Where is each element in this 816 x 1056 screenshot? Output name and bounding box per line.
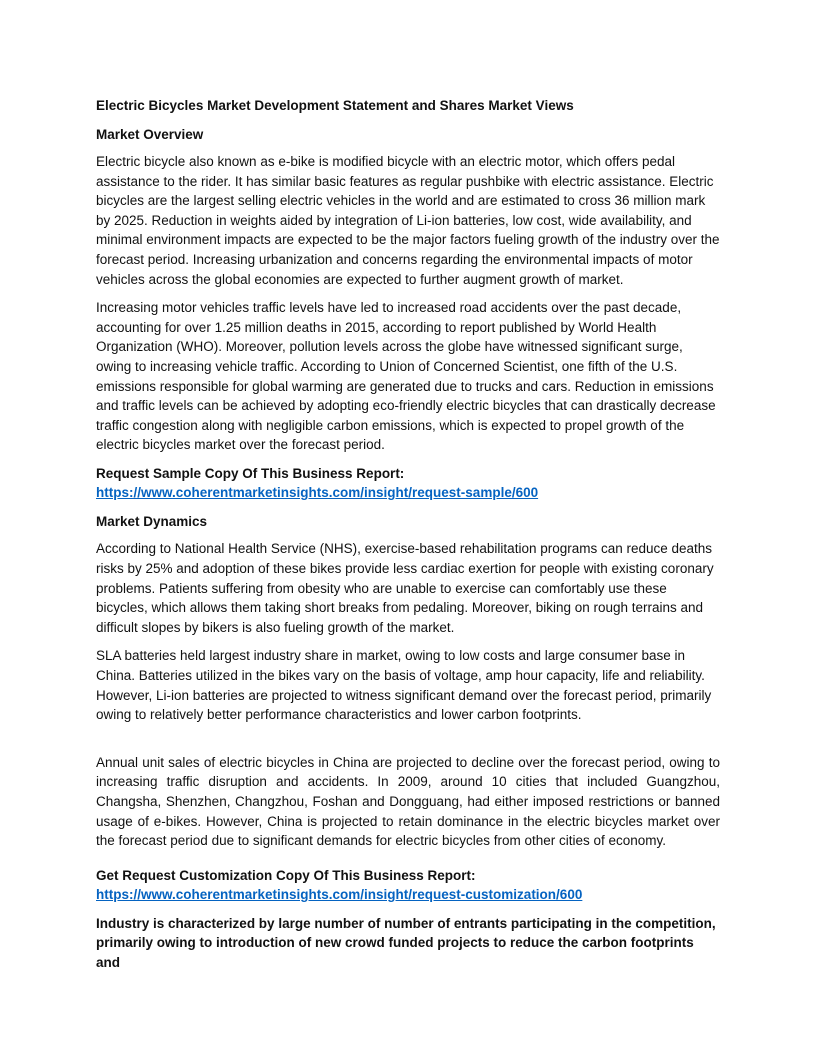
industry-paragraph: Industry is characterized by large number of number of entrants participating in the competition, primarily owing to introduction of new crowd funded projects to reduce the carbon footprints and <box>96 915 716 970</box>
market-overview-heading: Market Overview <box>96 126 204 142</box>
sample-request-label: Request Sample Copy Of This Business Report: <box>96 465 405 481</box>
blank-line <box>96 734 720 753</box>
sample-request-block <box>96 464 720 503</box>
document-title: Electric Bicycles Market Development Statement and Shares Market Views <box>96 98 574 113</box>
document-page <box>96 96 720 973</box>
customization-request-block <box>96 866 720 905</box>
dynamics-paragraph-3: Annual unit sales of electric bicycles in China are projected to decline over the forecast period, owing to increasing traffic disruption and accidents. In 2009, around 10 cities that included Guangzhou, Changsha, Shenzhen, Changzhou, Foshan and Dongguang, had either imposed restrictions or banned usage of e-bikes. However, China is projected to retain dominance in the electric bicycles market over the forecast period due to significant demands for electric bicycles from other cities of economy. <box>96 754 720 849</box>
customization-request-link[interactable]: https://www.coherentmarketinsights.com/insight/request-customization/600 <box>96 887 583 903</box>
dynamics-paragraph-2: SLA batteries held largest industry share in market, owing to low costs and large consumer base in China. Batteries utilized in the bikes vary on the basis of voltage, amp hour capacity, life and reliability. However, Li-ion batteries are projected to witness significant demand over the forecast period, primarily owing to relatively better performance characteristics and lower carbon footprints. <box>96 648 712 723</box>
overview-paragraph-2: Increasing motor vehicles traffic levels have led to increased road accidents over the past decade, accounting for over 1.25 million deaths in 2015, according to report published by World Health Organization (WHO). Moreover, pollution levels across the globe have witnessed significant surge, owing to increasing vehicle traffic. According to Union of Concerned Scientist, one fifth of the U.S. emissions responsible for global warming are generated due to trucks and cars. Reduction in emissions and traffic levels can be achieved by adopting eco-friendly electric bicycles that can drastically decrease traffic congestion along with negligible carbon emissions, which is expected to propel growth of the electric bicycles market over the forecast period. <box>96 300 716 453</box>
overview-paragraph-1: Electric bicycle also known as e-bike is modified bicycle with an electric motor, which offers pedal assistance to the rider. It has similar basic features as regular pushbike with electric assistance. Electric bicycles are the largest selling electric vehicles in the world and are estimated to cross 36 million mark by 2025. Reduction in weights aided by integration of Li-ion batteries, low cost, wide availability, and minimal environment impacts are expected to be the major factors fueling growth of the industry over the forecast period. Increasing urbanization and concerns regarding the environmental impacts of motor vehicles across the global economies are expected to further augment growth of market. <box>96 154 720 287</box>
customization-request-label: Get Request Customization Copy Of This Business Report: <box>96 867 476 883</box>
sample-request-link[interactable]: https://www.coherentmarketinsights.com/insight/request-sample/600 <box>96 485 539 501</box>
market-dynamics-heading: Market Dynamics <box>96 513 208 529</box>
dynamics-paragraph-1: According to National Health Service (NHS), exercise-based rehabilitation programs can reduce deaths risks by 25% and adoption of these bikes provide less cardiac exertion for people with existing coronary problems. Patients suffering from obesity who are unable to exercise can comfortably use these bicycles, which allows them taking short breaks from pedaling. Moreover, biking on rough terrains and difficult slopes by bikers is also fueling growth of the market. <box>96 541 714 635</box>
